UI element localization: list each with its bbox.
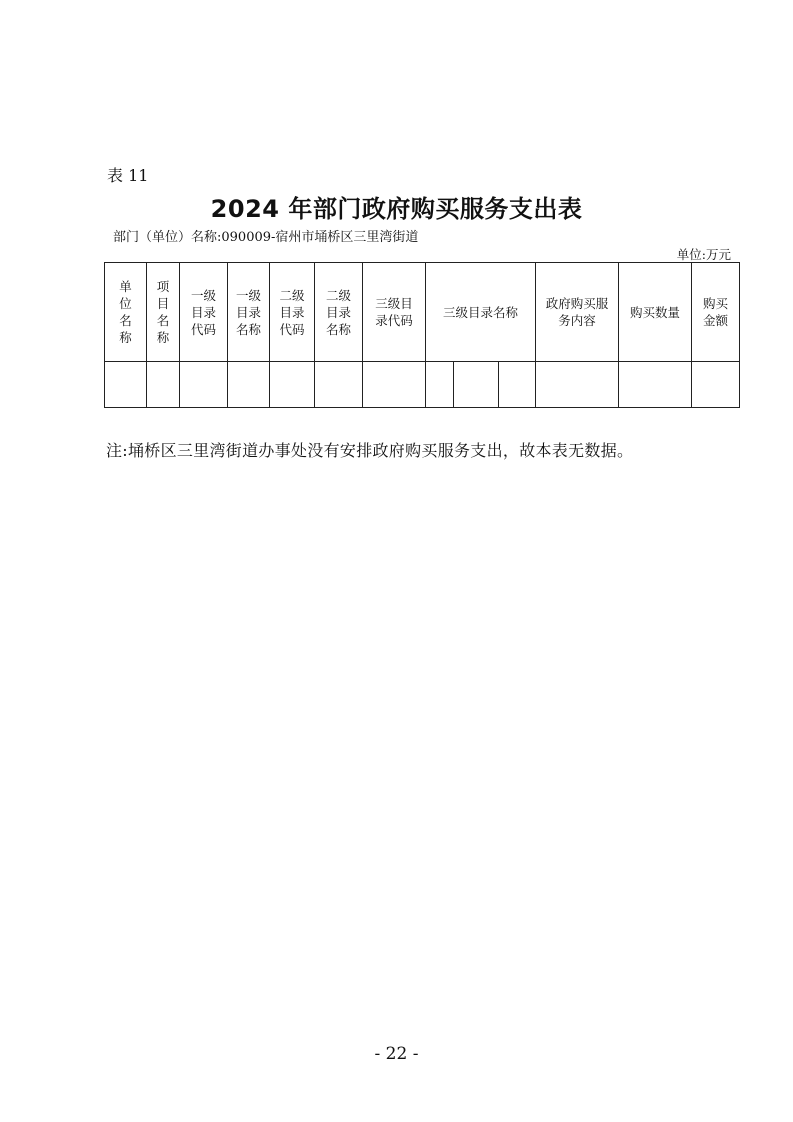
header-cell: 项目名称 — [147, 263, 180, 362]
table-row — [105, 362, 740, 408]
table-cell — [426, 362, 454, 408]
table-cell — [536, 362, 619, 408]
table-cell — [180, 362, 228, 408]
header-cell: 三级目录名称 — [426, 263, 536, 362]
header-cell: 二级目录名称 — [315, 263, 363, 362]
header-cell: 一级目录名称 — [228, 263, 270, 362]
table-cell — [228, 362, 270, 408]
expenditure-table — [104, 262, 739, 408]
header-cell: 政府购买服务内容 — [536, 263, 619, 362]
header-cell: 一级目录代码 — [180, 263, 228, 362]
table-cell — [147, 362, 180, 408]
department-name: 部门（单位）名称:090009-宿州市埇桥区三里湾街道 — [113, 230, 419, 245]
table-cell — [619, 362, 692, 408]
header-cell: 单位名称 — [105, 263, 147, 362]
table-number-label: 表 11 — [107, 166, 149, 185]
table-header-row — [105, 263, 740, 362]
unit-label: 单位:万元 — [676, 247, 731, 262]
table-cell — [105, 362, 147, 408]
header-cell: 购买金额 — [692, 263, 740, 362]
page-title: 2024 年部门政府购买服务支出表 — [210, 195, 583, 223]
header-cell: 三级目录代码 — [363, 263, 426, 362]
table-cell — [270, 362, 315, 408]
table-cell — [499, 362, 536, 408]
table-cell — [692, 362, 740, 408]
page-number: - 22 - — [374, 1044, 419, 1064]
table-note: 注:埇桥区三里湾街道办事处没有安排政府购买服务支出，故本表无数据。 — [106, 441, 634, 460]
table-cell — [454, 362, 499, 408]
header-cell: 购买数量 — [619, 263, 692, 362]
header-cell: 二级目录代码 — [270, 263, 315, 362]
table-cell — [363, 362, 426, 408]
table-cell — [315, 362, 363, 408]
